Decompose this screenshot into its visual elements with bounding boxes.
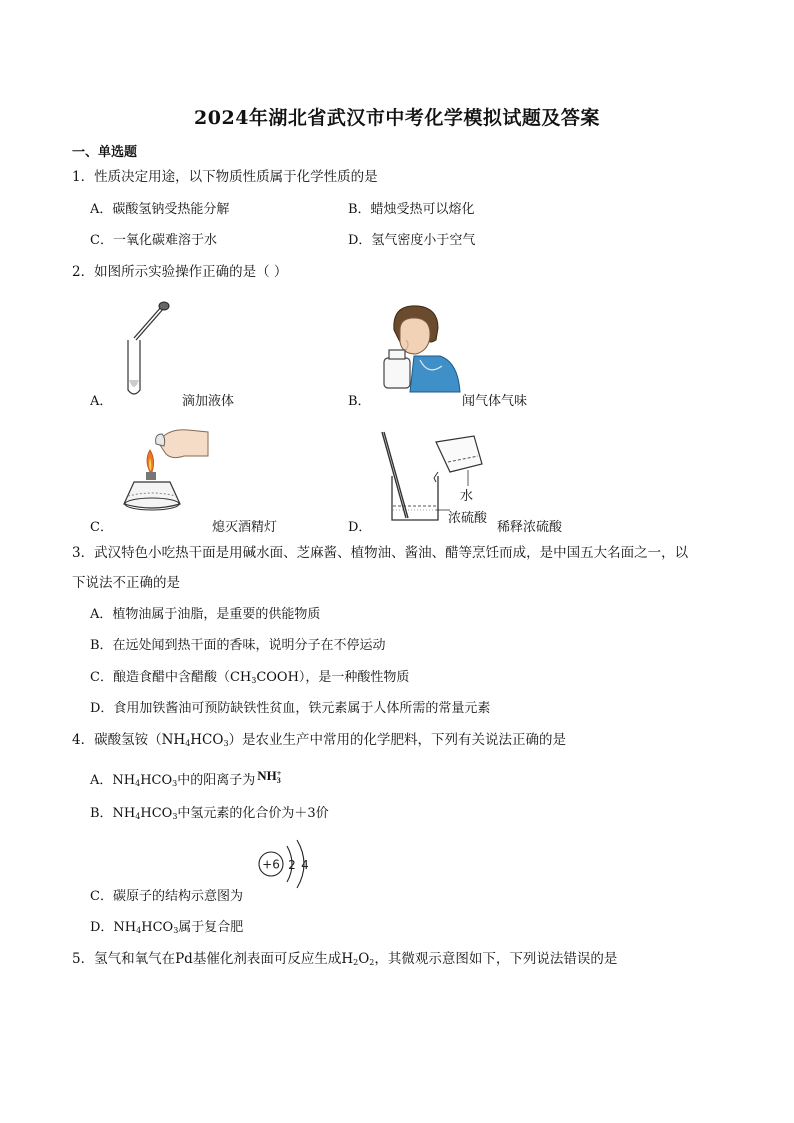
section-heading: 一、单选题 <box>72 145 138 160</box>
q2-option-c-caption: 熄灭酒精灯 <box>212 520 278 535</box>
q1-option-b: B．蜡烛受热可以熔化 <box>348 202 475 217</box>
q4-option-b: B．$NH_4HCO_3$中氢元素的化合价为＋3价 <box>90 806 329 821</box>
q3-option-c: C．酿造食醋中含醋酸$(CH_3COOH)$，是一种酸性物质 <box>90 670 410 685</box>
q2-option-d-acid-label: 浓硫酸 <box>448 511 488 526</box>
atom-shell2-electrons: 4 <box>301 858 309 872</box>
alcohol-lamp-figure <box>118 420 210 520</box>
atom-shell1-electrons: 2 <box>288 858 296 872</box>
q3-option-b: B．在远处闻到热干面的香味，说明分子在不停运动 <box>90 638 386 653</box>
q4-option-d: D．$NH_4HCO_3$属于复合肥 <box>90 920 244 935</box>
q1-stem: 1．性质决定用途，以下物质性质属于化学性质的是 <box>72 169 378 185</box>
atom-nucleus-charge: +6 <box>262 857 280 872</box>
carbon-atom-structure-diagram <box>255 838 315 890</box>
q2-option-d-caption: 稀释浓硫酸 <box>497 520 563 535</box>
q2-option-b-letter: B． <box>348 394 371 409</box>
q2-option-d-water-label: 水 <box>460 489 474 504</box>
q1-option-c: C．一氧化碳难溶于水 <box>90 233 217 248</box>
q4-stem: 4．碳酸氢铵$(NH_4HCO_3)$是农业生产中常用的化学肥料，下列有关说法正确的是 <box>72 732 567 748</box>
q2-option-a-letter: A． <box>90 394 113 409</box>
q2-option-b-caption: 闻气体气味 <box>462 394 528 409</box>
q4-option-c: C．碳原子的结构示意图为 <box>90 889 243 904</box>
dropper-test-tube-figure <box>120 300 170 400</box>
q5-stem: 5．氢气和氧气在Pd基催化剂表面可反应生成$H_2O_2$，其微观示意图如下，下列说法错误的是 <box>72 951 618 967</box>
smelling-gas-figure <box>380 300 460 392</box>
q2-option-c-letter: C． <box>90 520 113 535</box>
page-title: 2024年湖北省武汉市中考化学模拟试题及答案 <box>194 107 600 129</box>
q4-option-a: A．$NH_4HCO_3$中的阳离子为 NH + 3 <box>90 768 282 788</box>
q3-stem-line2: 下说法不正确的是 <box>72 575 180 591</box>
q1-option-d: D．氢气密度小于空气 <box>348 233 476 248</box>
q2-stem: 2．如图所示实验操作正确的是（ ） <box>72 264 288 280</box>
q3-option-a: A．植物油属于油脂，是重要的供能物质 <box>90 607 321 622</box>
q3-option-d: D．食用加铁酱油可预防缺铁性贫血，铁元素属于人体所需的常量元素 <box>90 701 491 716</box>
q3-stem-line1: 3．武汉特色小吃热干面是用碱水面、芝麻酱、植物油、酱油、醋等烹饪而成，是中国五大名面之一，以 <box>72 545 689 561</box>
q1-option-a: A．碳酸氢钠受热能分解 <box>90 202 230 217</box>
q2-option-d-letter: D． <box>348 520 372 535</box>
q2-option-a-caption: 滴加液体 <box>182 394 235 409</box>
